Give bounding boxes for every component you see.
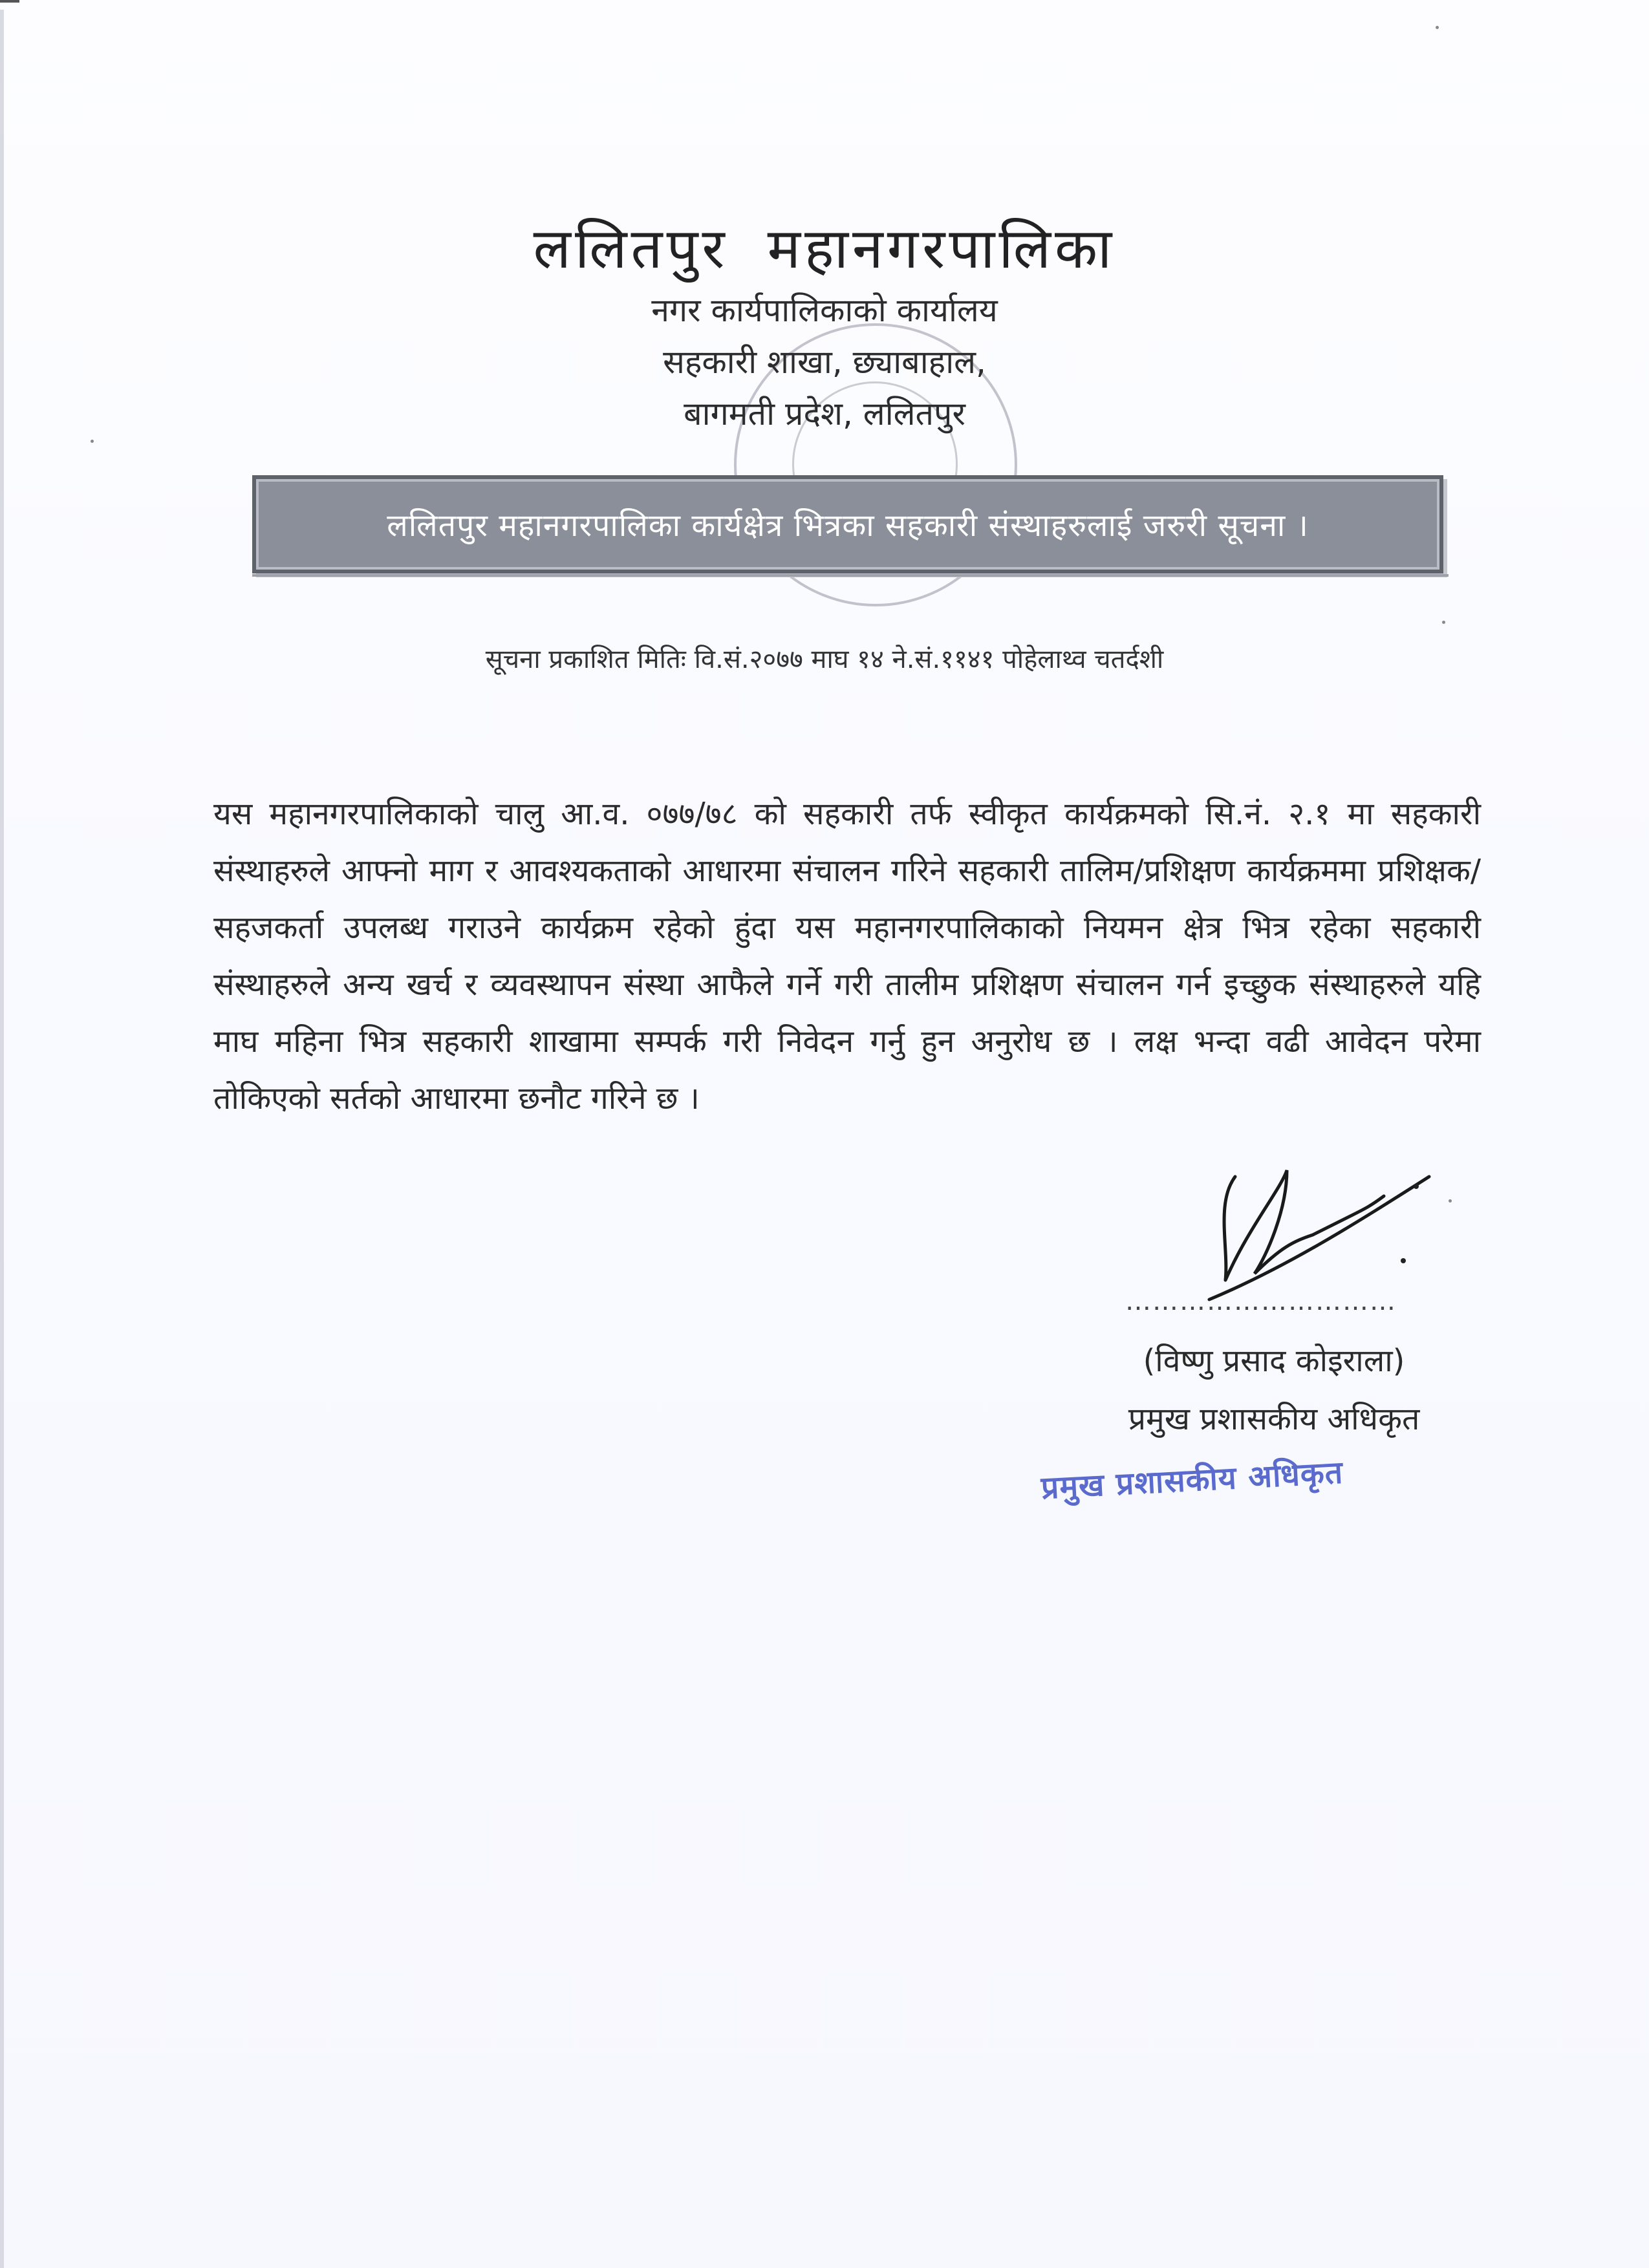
scan-speck: [1442, 621, 1445, 624]
municipality-name: [0, 213, 1649, 284]
signatory-block: [1035, 1332, 1513, 1448]
notice-body: यस महानगरपालिकाको चालु आ.व. ०७७/७८ को सहकारी तर्फ स्वीकृत कार्यक्रमको सि.नं. २.१ मा सहकारी संस्थाहरुले आफ्नो माग र आवश्यकताको आधारमा संचालन गरिने सहकारी तालिम/प्रशिक्षण कार्यक्रममा प्रशिक्षक/सहजकर्ता उपलब्ध गराउने कार्यक्रम रहेको हुंदा यस महानगरपालिकाको नियमन क्षेत्र भित्र रहेका सहकारी संस्थाहरुले अन्य खर्च र व्यवस्थापन संस्था आफैले गर्ने गरी तालीम प्रशिक्षण संचालन गर्न इच्छुक संस्थाहरुले यहि माघ महिना भित्र सहकारी शाखामा सम्पर्क गरी निवेदन गर्नु हुन अनुरोध छ । लक्ष भन्दा वढी आवेदन परेमा तोकिएको सर्तको आधारमा छनौट गरिने छ ।: [213, 796, 1481, 1117]
scan-corner-mark: [0, 0, 19, 3]
municipality-name-right: महानगरपालिका: [767, 217, 1116, 281]
publication-date: सूचना प्रकाशित मितिः वि.सं.२०७७ माघ १४ ने.सं.११४१ पोहेलाथ्व चतर्दशी: [485, 645, 1164, 674]
municipality-name-left: ललितपुर: [533, 217, 729, 281]
branch-address: सहकारी शाखा, छ्याबाहाल,: [663, 343, 986, 381]
signatory-title: प्रमुख प्रशासकीय अधिकृत: [1128, 1401, 1420, 1437]
scan-speck: [91, 440, 94, 443]
banner-underline: [252, 574, 1449, 577]
notice-banner: [252, 475, 1443, 573]
notice-banner-text: ललितपुर महानगरपालिका कार्यक्षेत्र भित्रका सहकारी संस्थाहरुलाई जरुरी सूचना ।: [387, 507, 1309, 544]
scan-speck: [1436, 26, 1439, 29]
signatory-name: (विष्णु प्रसाद कोइराला): [1143, 1343, 1405, 1379]
signature-line: …………………………: [1125, 1287, 1397, 1316]
scan-speck: [1449, 1199, 1452, 1203]
office-name: नगर कार्यपालिकाको कार्यालय: [651, 292, 998, 329]
letterhead: [0, 213, 1649, 440]
province-address: बागमती प्रदेश, ललितपुर: [684, 395, 965, 433]
handwritten-signature: [1190, 1151, 1436, 1306]
designation-stamp: प्रमुख प्रशासकीय अधिकृत: [1040, 1454, 1344, 1506]
